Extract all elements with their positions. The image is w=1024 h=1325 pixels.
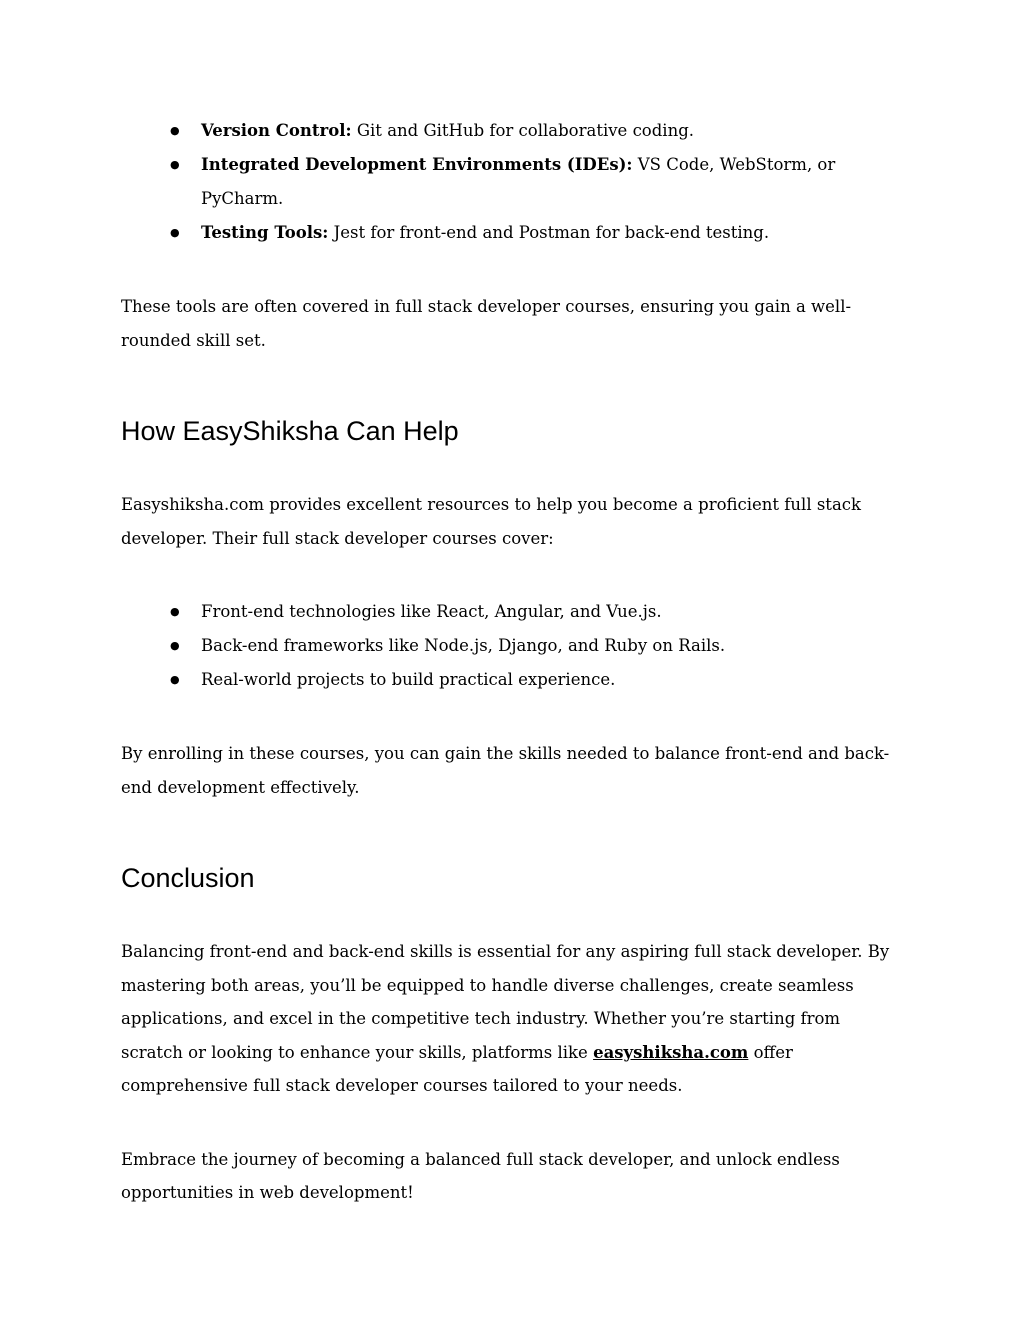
list-item-text: Real-world projects to build practical experience. (201, 670, 616, 689)
list-item (170, 148, 906, 216)
bullet-icon: ● (170, 673, 180, 686)
conclusion-text-after-link: offer comprehensive full stack developer courses tailored to your needs. (121, 1042, 793, 1095)
list-item (170, 595, 906, 629)
closing-paragraph: Embrace the journey of becoming a balanced full stack developer, and unlock endless opportunities in web development! (121, 1149, 840, 1202)
tools-list (121, 114, 906, 250)
tools-paragraph: These tools are often covered in full stack developer courses, ensuring you gain a well-rounded skill set. (121, 297, 852, 350)
list-item (170, 629, 906, 663)
list-item (170, 114, 906, 148)
easyshiksha-link[interactable]: easyshiksha.com (593, 1042, 749, 1062)
document-content (121, 114, 906, 1210)
section-heading-conclusion: Conclusion (121, 863, 255, 893)
conclusion-paragraph (121, 935, 906, 1103)
list-item-text: Back-end frameworks like Node.js, Django, and Ruby on Rails. (201, 636, 726, 655)
bullet-icon: ● (170, 639, 180, 652)
help-intro-paragraph: Easyshiksha.com provides excellent resources to help you become a proficient full stack developer. Their full stack developer courses cover: (121, 495, 862, 548)
list-item-term: Integrated Development Environments (IDEs): (201, 155, 633, 174)
list-item (170, 663, 906, 697)
list-item-term: Version Control: (201, 121, 352, 140)
list-item-text: Git and GitHub for collaborative coding. (351, 121, 695, 140)
list-item-text: VS Code, WebStorm, or PyCharm. (201, 155, 836, 208)
bullet-icon: ● (170, 124, 180, 137)
list-item-text: Jest for front-end and Postman for back-end testing. (328, 223, 770, 242)
courses-list (121, 595, 906, 697)
bullet-icon: ● (170, 158, 180, 171)
conclusion-text-before-link: Balancing front-end and back-end skills is essential for any aspiring full stack developer. By mastering both areas, you’ll be equipped to handle diverse challenges, create seamless applications, and excel in the competitive tech industry. Whether you’re starting from scratch or looking to enhance your skills, platforms like (121, 942, 890, 1062)
enroll-paragraph: By enrolling in these courses, you can gain the skills needed to balance front-end and back-end development effectively. (121, 744, 890, 797)
list-item (170, 216, 906, 250)
list-item-text: Front-end technologies like React, Angular, and Vue.js. (201, 602, 662, 621)
list-item-term: Testing Tools: (201, 223, 329, 242)
section-heading-help: How EasyShiksha Can Help (121, 416, 459, 446)
bullet-icon: ● (170, 605, 180, 618)
bullet-icon: ● (170, 226, 180, 239)
